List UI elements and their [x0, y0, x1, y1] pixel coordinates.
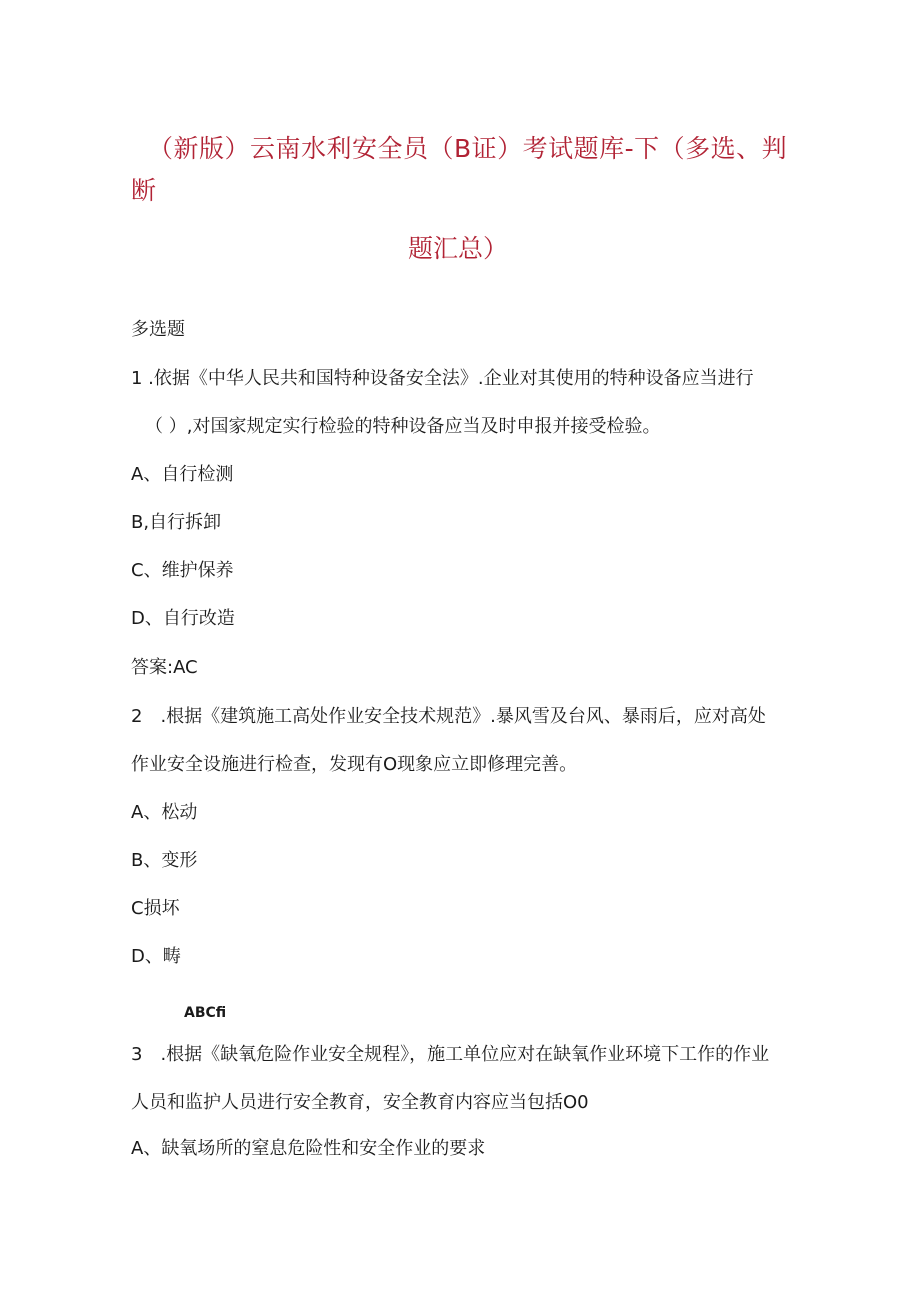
question-1-answer: 答案:AC	[131, 657, 198, 678]
question-1-text-line-1: 1 .依据《中华人民共和国特种设备安全法》.企业对其使用的特种设备应当进行	[131, 368, 754, 389]
document-title-line-1-wrap: 断	[131, 176, 157, 205]
question-1-option-d: D、自行改造	[131, 608, 235, 629]
question-2-option-c: C损坏	[131, 898, 180, 919]
question-2-text-line-2: 作业安全设施进行检查，发现有O现象应立即修理完善。	[131, 754, 578, 775]
section-heading: 多选题	[131, 319, 185, 340]
document-title-line-1: （新版）云南水利安全员（B证）考试题库-下（多选、判	[148, 134, 788, 163]
question-3-option-a: A、缺氧场所的窒息危险性和安全作业的要求	[131, 1138, 486, 1159]
question-1-text-line-2: （ ）,对国家规定实行检验的特种设备应当及时申报并接受检验。	[145, 416, 661, 437]
question-1-option-c: C、维护保养	[131, 560, 234, 581]
question-1-option-b: B,自行拆卸	[131, 512, 222, 533]
document-title-line-2: 题汇总）	[408, 234, 509, 263]
question-1-option-a: A、自行检测	[131, 464, 234, 485]
question-2-answer: ABCfi	[184, 1005, 227, 1021]
question-2-option-b: B、变形	[131, 850, 198, 871]
question-2-option-a: A、松动	[131, 802, 198, 823]
question-2-option-d: D、畴	[131, 946, 181, 967]
question-2-text-line-1: 2 .根据《建筑施工高处作业安全技术规范》.暴风雪及台风、暴雨后，应对高处	[131, 706, 766, 727]
question-3-text-line-1: 3 .根据《缺氧危险作业安全规程》，施工单位应对在缺氧作业环境下工作的作业	[131, 1044, 770, 1065]
question-3-text-line-2: 人员和监护人员进行安全教育，安全教育内容应当包括O0	[131, 1092, 589, 1113]
